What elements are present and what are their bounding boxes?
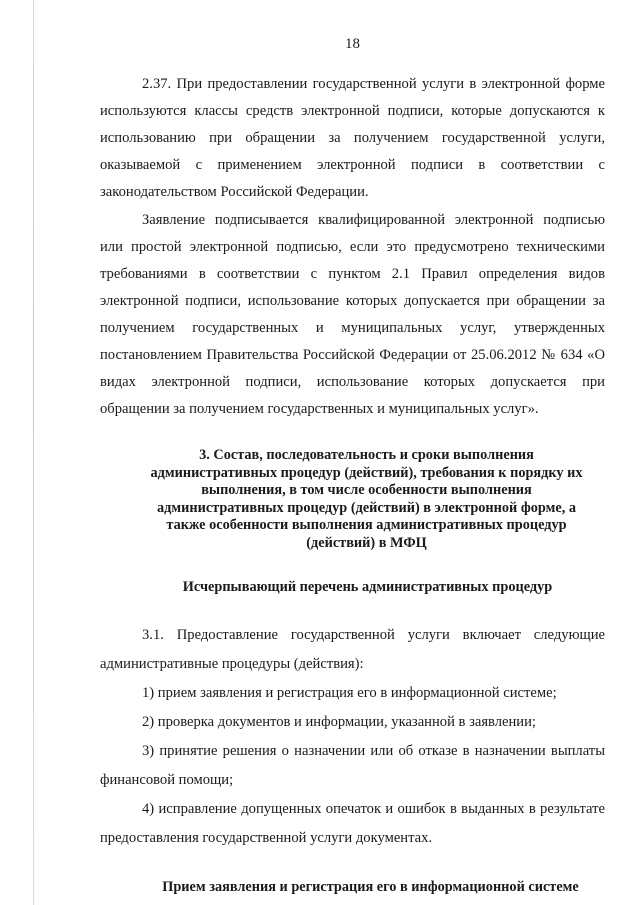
procedures-block <box>100 621 605 853</box>
list-item: 2) проверка документов и информации, указанной в заявлении; <box>142 713 536 730</box>
list-item: 1) прием заявления и регистрация его в информационной системе; <box>142 684 557 701</box>
document-page <box>100 34 605 897</box>
section-heading-3: 3. Состав, последовательность и сроки выполнения административных процедур (действий), требования к порядку их выполнения, в том числе особенности выполнения административных процедур (действий) в электронной форме, а также особенности выполнения административных процедур (действий) в МФЦ <box>150 447 583 551</box>
scan-margin-line <box>33 0 34 905</box>
subheading-procedures-list: Исчерпывающий перечень административных процедур <box>182 578 553 595</box>
paragraph-2-37: 2.37. При предоставлении государственной услуги в электронной форме используются классы средств электронной подписи, которые допускаются к использованию при обращении за получением государственной услуги, оказываемой с применением электронной подписи в соответствии с законодательством Российской Федерации. <box>100 76 605 200</box>
subheading-application-intake: Прием заявления и регистрация его в информационной системе <box>162 878 579 895</box>
paragraph-signature: Заявление подписывается квалифицированной электронной подписью или простой электронной подписью, если это предусмотрено техническими требованиями в соответствии с пунктом 2.1 Правил определения видов электронной подписи, использование которых допускается при обращении за получением государственных и муниципальных услуг, утвержденных постановлением Правительства Российской Федерации от 25.06.2012 № 634 «О видах электронной подписи, использование которых допускается при обращении за получением государственных и муниципальных услуг». <box>100 212 605 417</box>
page-number: 18 <box>345 36 360 52</box>
list-item: 3) принятие решения о назначении или об отказе в назначении выплаты финансовой помощи; <box>100 742 605 788</box>
paragraph-3-1: 3.1. Предоставление государственной услуги включает следующие административные процедуры (действия): <box>100 626 605 672</box>
list-item: 4) исправление допущенных опечаток и ошибок в выданных в результате предоставления государственной услуги документах. <box>100 800 605 846</box>
